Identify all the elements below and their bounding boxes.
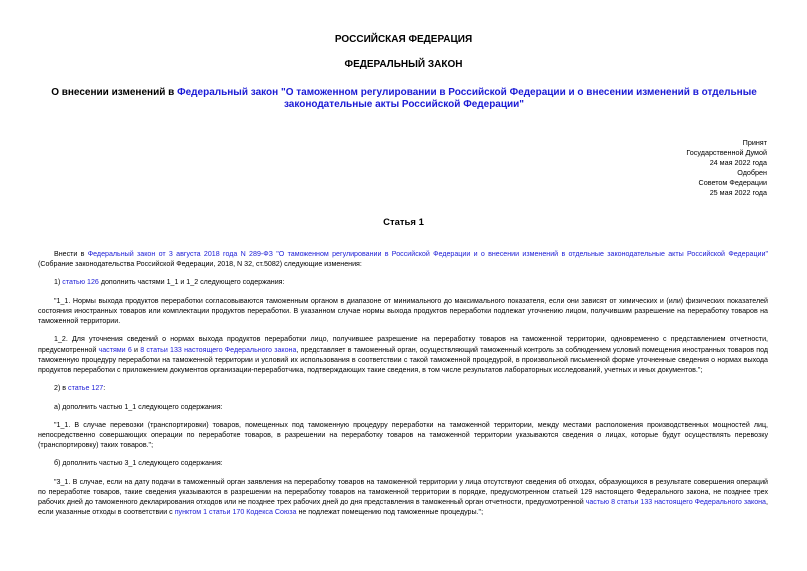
paragraph-127-part-1-1 (38, 420, 768, 450)
parts-6-link[interactable]: частями 6 (98, 345, 132, 354)
text-run: , представляет в таможенный орган, осуществляющий таможенный контроль за соблюдением условий помещения иностранных товаров под таможенную процедуру переработки на таможенной территории и условий их использования в соответствии с такой таможенной процедурой, в произвольной письменной форме уточненные сведения о нормах выхода продуктов переработки с приложением документов организации-переработчика, подтверждающих такие сведения, в том числе результатов лабораторных исследований, учетных и иных документов."; (38, 345, 769, 374)
article-133-part-8-link[interactable]: 8 статьи 133 настоящего Федерального закона (140, 345, 297, 354)
article-heading: Статья 1 (383, 217, 424, 228)
paragraph-subitem-a (38, 402, 768, 412)
law-289-fz-link[interactable]: Федеральный закон от 3 августа 2018 года N 289-ФЗ "О таможенном регулировании в Российской Федерации и о внесении изменений в отдельные законодательные акты Российской Федерации" (87, 250, 768, 258)
adoption-block (567, 138, 767, 198)
text-run: дополнить частями 1_1 и 1_2 следующего содержания: (98, 278, 285, 287)
country-heading: РОССИЙСКАЯ ФЕДЕРАЦИЯ (334, 34, 473, 45)
text-run: (Собрание законодательства Российской Федерации, 2018, N 32, ст.5082) следующие изменения: (38, 260, 362, 269)
paragraph-127-part-3-1 (38, 477, 768, 517)
text-run: а) дополнить частью 1_1 следующего содержания: (54, 402, 223, 411)
paragraph-subitem-b (38, 458, 768, 468)
paragraph-item-2 (38, 383, 768, 393)
text-run: 2) в (54, 384, 69, 393)
adoption-line-accepted: Принят (742, 138, 767, 147)
paragraph-part-1-2 (38, 334, 768, 374)
text-run: 1) (54, 278, 63, 287)
adoption-line-duma-date: 24 мая 2022 года (709, 158, 767, 167)
adoption-line-council: Советом Федерации (698, 178, 767, 187)
adoption-line-duma: Государственной Думой (686, 148, 767, 157)
paragraph-part-1-1 (38, 296, 768, 326)
federal-law-link[interactable]: Федеральный закон "О таможенном регулировании в Российской Федерации и о внесении изменений в отдельные законодательные акты Российской Федерации" (177, 87, 757, 110)
text-run: Внести в (54, 250, 88, 258)
subject-prefix: О внесении изменений в (51, 87, 178, 98)
text-run: : (103, 384, 106, 393)
adoption-line-council-date: 25 мая 2022 года (709, 188, 767, 197)
text-run: "1_1. В случае перевозки (транспортировки) товаров, помещенных под таможенную процедуру переработки на таможенной территории, между местами расположения производственных мощностей лиц, непосредственно совершающих операции по переработке товаров, в разрешении на переработку товаров на таможенной территории указываются сведения о лицах, которые будут осуществлять перевозку (транспортировку) таких товаров."; (38, 420, 768, 450)
article-127-link[interactable]: статье 127 (68, 384, 104, 393)
text-run: и (131, 345, 141, 354)
text-run: , если указанные отходы в соответствии с (38, 498, 768, 517)
article-133-part-8-link-2[interactable]: частью 8 статьи 133 настоящего Федерального закона (585, 498, 767, 507)
text-run: не подлежат помещению под таможенные процедуры."; (296, 508, 484, 517)
adoption-line-approved: Одобрен (737, 168, 767, 177)
union-code-article-170-link[interactable]: пунктом 1 статьи 170 Кодекса Союза (174, 508, 297, 517)
article-body (38, 249, 768, 517)
law-subject-title (34, 87, 774, 111)
text-run: "1_1. Нормы выхода продуктов переработки согласовываются таможенным органом в диапазоне от минимального до максимального показателя, если они зависят от химических и (или) физических показателей состояния иностранных товаров или комплектации продуктов переработки. В указанном случае нормы выхода продуктов переработки подлежат уточнению лицом, получившим разрешение на переработку товаров на таможенной территории. (38, 296, 768, 326)
document-type-heading: ФЕДЕРАЛЬНЫЙ ЗАКОН (344, 59, 463, 70)
paragraph-item-1 (38, 277, 768, 287)
text-run: "3_1. В случае, если на дату подачи в таможенный орган заявления на переработку товаров на таможенной территории у лица отсутствуют сведения об отходах, образующихся в результате совершения операций по переработке товаров, такие сведения указываются в разрешении на переработку товаров на таможенной территории в порядке, предусмотренном статьей 129 настоящего Федерального закона, не позднее трех рабочих дней до таможенного декларирования отходов или не позднее трех рабочих дней до дня представления в таможенный орган отчетности, предусмотренной (38, 477, 768, 507)
paragraph-intro (38, 249, 768, 269)
article-126-link[interactable]: статью 126 (62, 278, 99, 287)
text-run: 1_2. Для уточнения сведений о нормах выхода продуктов переработки лицо, получившее разрешение на переработку товаров на таможенной территории, одновременно с представлением отчетности, предусмотренной (38, 335, 768, 354)
text-run: б) дополнить частью 3_1 следующего содержания: (54, 459, 223, 468)
